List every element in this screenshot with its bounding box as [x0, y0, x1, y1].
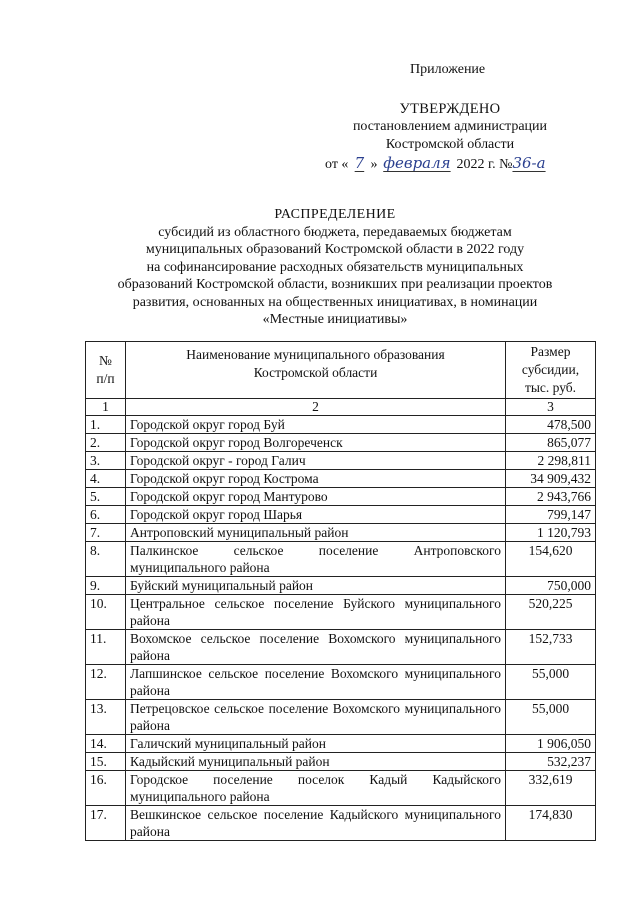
table-row — [86, 524, 596, 542]
document-title — [100, 206, 570, 329]
row-amount: 152,733 — [506, 630, 596, 665]
table-row — [86, 470, 596, 488]
decree-line-2: Костромской области — [385, 137, 515, 152]
row-name: Палкинское сельское поселение Антроповского муниципального района — [126, 542, 506, 577]
row-name: Городской округ - город Галич — [126, 452, 506, 470]
row-amount: 55,000 — [506, 665, 596, 700]
row-amount: 799,147 — [506, 506, 596, 524]
row-number: 5. — [86, 488, 126, 506]
row-number: 17. — [86, 806, 126, 841]
handwritten-day: 7 — [354, 154, 365, 172]
title-line-6: «Местные инициативы» — [262, 312, 408, 327]
row-name: Кадыйский муниципальный район — [126, 753, 506, 771]
column-index: 2 — [126, 399, 506, 416]
table-row — [86, 416, 596, 434]
date-year: 2022 г. № — [456, 157, 513, 172]
table-row — [86, 753, 596, 771]
row-amount: 750,000 — [506, 577, 596, 595]
header-name: Наименование муниципального образования Костромской области — [126, 342, 506, 399]
row-amount: 532,237 — [506, 753, 596, 771]
subsidy-table — [85, 341, 596, 841]
table-row — [86, 542, 596, 577]
handwritten-month: февраля — [383, 154, 451, 172]
row-name: Вохомское сельское поселение Вохомского муниципального района — [126, 630, 506, 665]
row-number: 16. — [86, 771, 126, 806]
row-name: Антроповский муниципальный район — [126, 524, 506, 542]
table-row — [86, 665, 596, 700]
table-header-row — [86, 342, 596, 399]
row-amount: 154,620 — [506, 542, 596, 577]
row-name: Петрецовское сельское поселение Вохомского муниципального района — [126, 700, 506, 735]
table-row — [86, 452, 596, 470]
table-row — [86, 488, 596, 506]
row-name: Вешкинское сельское поселение Кадыйского муниципального района — [126, 806, 506, 841]
table-row — [86, 700, 596, 735]
row-amount: 174,830 — [506, 806, 596, 841]
approved-heading: УТВЕРЖДЕНО — [399, 101, 501, 117]
row-number: 14. — [86, 735, 126, 753]
row-amount: 520,225 — [506, 595, 596, 630]
title-main: РАСПРЕДЕЛЕНИЕ — [274, 207, 396, 222]
header-num: № п/п — [86, 342, 126, 399]
table-row — [86, 506, 596, 524]
row-amount: 2 298,811 — [506, 452, 596, 470]
row-number: 4. — [86, 470, 126, 488]
row-number: 10. — [86, 595, 126, 630]
column-index: 1 — [86, 399, 126, 416]
table-row — [86, 630, 596, 665]
column-index-row — [86, 399, 596, 416]
handwritten-number: 36-а — [512, 154, 546, 172]
row-name: Городское поселение поселок Кадый Кадыйского муниципального района — [126, 771, 506, 806]
row-name: Центральное сельское поселение Буйского муниципального района — [126, 595, 506, 630]
table-row — [86, 434, 596, 452]
row-name: Городской округ город Мантурово — [126, 488, 506, 506]
row-amount: 1 120,793 — [506, 524, 596, 542]
column-index: 3 — [506, 399, 596, 416]
row-number: 3. — [86, 452, 126, 470]
row-number: 12. — [86, 665, 126, 700]
row-name: Галичский муниципальный район — [126, 735, 506, 753]
header-amount: Размер субсидии, тыс. руб. — [506, 342, 596, 399]
row-amount: 332,619 — [506, 771, 596, 806]
row-amount: 865,077 — [506, 434, 596, 452]
title-line-2: муниципальных образований Костромской области в 2022 году — [145, 242, 525, 257]
date-mid: » — [370, 157, 378, 172]
row-amount: 34 909,432 — [506, 470, 596, 488]
title-line-5: развития, основанных на общественных инициативах, в номинации — [132, 294, 538, 310]
row-number: 11. — [86, 630, 126, 665]
table-row — [86, 771, 596, 806]
appendix-label: Приложение — [410, 62, 486, 77]
row-number: 2. — [86, 434, 126, 452]
date-prefix: от « — [325, 157, 349, 172]
row-amount: 478,500 — [506, 416, 596, 434]
title-line-1: субсидий из областного бюджета, передаваемых бюджетам — [158, 224, 512, 240]
row-number: 1. — [86, 416, 126, 434]
row-number: 6. — [86, 506, 126, 524]
row-name: Городской округ город Шарья — [126, 506, 506, 524]
row-number: 7. — [86, 524, 126, 542]
row-name: Городской округ город Буй — [126, 416, 506, 434]
row-number: 15. — [86, 753, 126, 771]
row-amount: 55,000 — [506, 700, 596, 735]
title-line-3: на софинансирование расходных обязательств муниципальных — [146, 259, 524, 275]
row-number: 13. — [86, 700, 126, 735]
title-line-4: образований Костромской области, возникших при реализации проектов — [117, 277, 553, 292]
row-number: 9. — [86, 577, 126, 595]
table-row — [86, 806, 596, 841]
row-name: Лапшинское сельское поселение Вохомского муниципального района — [126, 665, 506, 700]
table-row — [86, 595, 596, 630]
row-name: Городской округ город Волгореченск — [126, 434, 506, 452]
decree-line-1: постановлением администрации — [352, 119, 548, 134]
row-name: Городской округ город Кострома — [126, 470, 506, 488]
row-amount: 1 906,050 — [506, 735, 596, 753]
row-amount: 2 943,766 — [506, 488, 596, 506]
row-name: Буйский муниципальный район — [126, 577, 506, 595]
decree-date-line — [325, 154, 546, 173]
row-number: 8. — [86, 542, 126, 577]
table-row — [86, 577, 596, 595]
approval-block — [320, 100, 580, 154]
table-row — [86, 735, 596, 753]
